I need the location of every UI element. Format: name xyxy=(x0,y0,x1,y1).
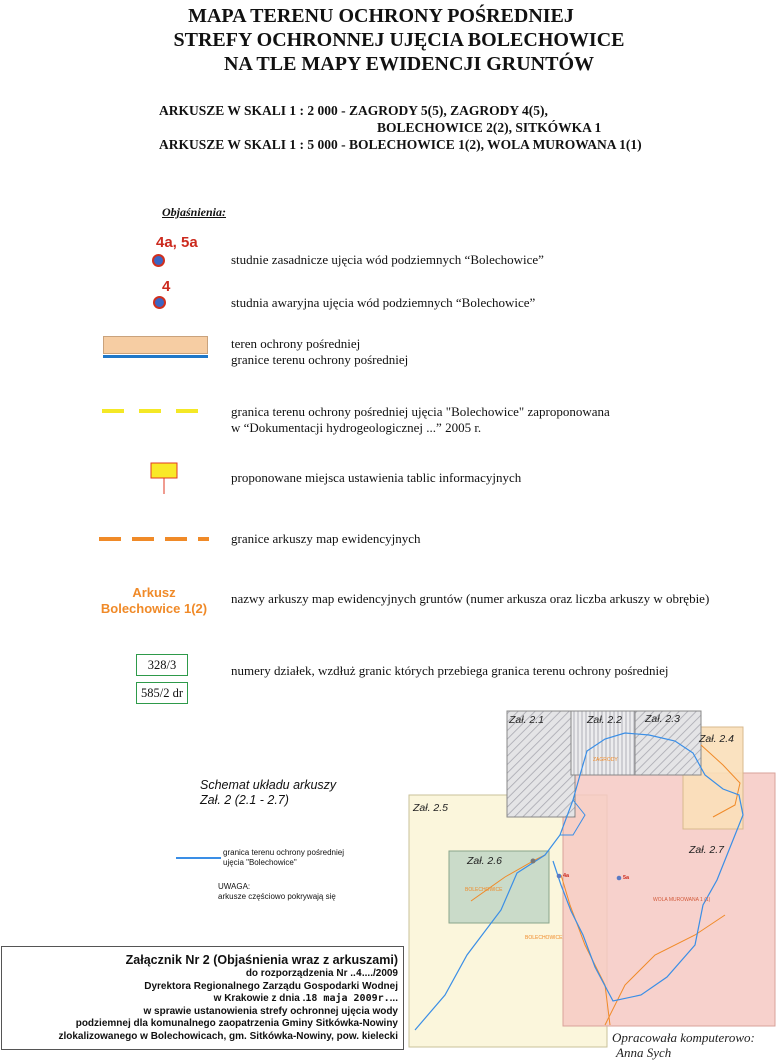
sheet-label-2-7: Zał. 2.7 xyxy=(689,844,725,856)
sheet-layout-schema xyxy=(405,705,778,1050)
schema-line-legend-1: granica terenu ochrony pośredniej xyxy=(223,848,344,857)
legend-parcel-numbers-text: numery działek, wzdłuż granic których przebiega granica terenu ochrony pośredniej xyxy=(231,663,669,678)
sheets-line-3: ARKUSZE W SKALI 1 : 5 000 - BOLECHOWICE 1(2), WOLA MUROWANA 1(1) xyxy=(159,137,642,152)
well-4a-point xyxy=(557,874,562,879)
attachment-line-5: podziemnej dla komunalnego zaopatrzenia Gminy Sitkówka-Nowiny xyxy=(75,1018,398,1030)
attachment-line-1-post: ..../2009 xyxy=(361,968,398,979)
schema-boundary-line-swatch xyxy=(176,857,221,859)
attachment-line-1-pre: do rozporządzenia Nr .. xyxy=(245,968,356,979)
schema-line-legend-2: ujęcia "Bolechowice" xyxy=(223,858,297,867)
legend-main-wells-text: studnie zasadnicze ujęcia wód podziemnych “Bolechowice” xyxy=(231,252,544,267)
protection-boundary-line-swatch xyxy=(103,355,208,358)
attachment-title: Załącznik Nr 2 (Objaśnienia wraz z arkuszami) xyxy=(125,953,398,967)
sheet-zal-2-1 xyxy=(507,711,575,817)
faint-sheet-name-zagrody: ZAGRODY xyxy=(593,757,618,763)
parcel-number-example-2: 585/2 dr xyxy=(136,682,188,704)
schema-title-line-2: Zał. 2 (2.1 - 2.7) xyxy=(200,793,289,807)
author-credit xyxy=(612,1030,755,1060)
schema-note-2: arkusze częściowo pokrywają się xyxy=(218,892,336,901)
sheet-label-2-3: Zał. 2.3 xyxy=(645,713,681,725)
well-label-5a: 5a xyxy=(623,875,630,881)
schema-title-line-1: Schemat układu arkuszy xyxy=(200,778,337,792)
sheet-label-2-6: Zał. 2.6 xyxy=(467,855,503,867)
map-title-line-3: NA TLE MAPY EWIDENCJI GRUNTÓW xyxy=(223,53,595,75)
sheet-name-example-line-2: Bolechowice 1(2) xyxy=(100,601,208,616)
legend-protection-area-text: teren ochrony pośredniej xyxy=(231,336,361,351)
protection-area-swatch xyxy=(103,336,208,354)
legend-proposed-boundary-text-2: w “Dokumentacji hydrogeologicznej ...” 2005 r. xyxy=(231,420,482,435)
well-4-point xyxy=(531,859,536,864)
sheet-label-2-4: Zał. 2.4 xyxy=(699,733,735,745)
schema-title xyxy=(200,778,336,808)
schema-note-1: UWAGA: xyxy=(218,882,251,891)
faint-sheet-name-bolechowice-2: BOLECHOWICE xyxy=(465,887,503,893)
parcel-number-example-1: 328/3 xyxy=(136,654,188,676)
author-credit-line-2: Anna Sych xyxy=(616,1045,672,1060)
emergency-well-symbol xyxy=(153,296,166,309)
sheet-boundary-dashed-swatch xyxy=(97,534,211,544)
sheet-name-example-line-1: Arkusz xyxy=(132,585,176,600)
attachment-line-4: w sprawie ustanowienia strefy ochronnej ujęcia wody xyxy=(143,1005,398,1017)
schema-note xyxy=(218,882,336,902)
main-well-symbol xyxy=(152,254,165,267)
attachment-line-3-post: ... xyxy=(389,993,398,1005)
faint-sheet-name-bolechowice-1: BOLECHOWICE xyxy=(525,935,563,941)
well-5a-point xyxy=(617,876,622,881)
author-credit-line-1: Opracowała komputerowo: xyxy=(612,1030,755,1045)
attachment-line-6: zlokalizowanego w Bolechowicach, gm. Sitkówka-Nowiny, pow. kielecki xyxy=(58,1030,398,1042)
schema-line-legend xyxy=(223,848,344,868)
attachment-date-handwritten: 18 maja 2009r. xyxy=(305,993,390,1005)
sheets-line-1: ARKUSZE W SKALI 1 : 2 000 - ZAGRODY 5(5), ZAGRODY 4(5), xyxy=(159,103,548,118)
legend-emergency-well-text: studnia awaryjna ujęcia wód podziemnych “Bolechowice” xyxy=(231,295,536,310)
faint-sheet-name-wola-murowana: WOLA MUROWANA 1 (1) xyxy=(653,897,711,903)
map-title-line-1: MAPA TERENU OCHRONY POŚREDNIEJ xyxy=(188,5,574,27)
attachment-number-handwritten: 4 xyxy=(355,968,362,979)
main-wells-label: 4a, 5a xyxy=(156,234,198,251)
legend-sheet-name-text: nazwy arkuszy map ewidencyjnych gruntów (numer arkusza oraz liczba arkuszy w obrębie) xyxy=(231,591,710,606)
sheet-name-example xyxy=(88,585,220,617)
sheet-label-2-2: Zał. 2.2 xyxy=(587,714,623,726)
sheet-label-2-5: Zał. 2.5 xyxy=(413,802,449,814)
well-label-4a: 4a xyxy=(563,873,570,879)
legend-protection-boundary-text: granice terenu ochrony pośredniej xyxy=(231,352,409,367)
attachment-box xyxy=(1,946,404,1050)
info-board-icon xyxy=(150,462,180,496)
legend-heading: Objaśnienia: xyxy=(162,205,227,219)
sheet-label-2-1: Zał. 2.1 xyxy=(509,714,545,726)
proposed-boundary-dashed-swatch xyxy=(100,406,210,416)
attachment-line-2: Dyrektora Regionalnego Zarządu Gospodarki Wodnej xyxy=(144,980,398,992)
attachment-line-3-pre: w Krakowie z dnia . xyxy=(213,993,306,1005)
attachment-line-3 xyxy=(2,993,403,1006)
legend-sheet-boundary-text: granice arkuszy map ewidencyjnych xyxy=(231,531,421,546)
legend-info-board-text: proponowane miejsca ustawienia tablic informacyjnych xyxy=(231,470,522,485)
emergency-well-label: 4 xyxy=(162,278,171,295)
legend-proposed-boundary-text-1: granica terenu ochrony pośredniej ujęcia "Bolechowice" zaproponowana xyxy=(231,404,610,419)
map-title-line-2: STREFY OCHRONNEJ UJĘCIA BOLECHOWICE xyxy=(173,29,625,51)
attachment-line-1 xyxy=(2,968,403,981)
sheets-line-2: BOLECHOWICE 2(2), SITKÓWKA 1 xyxy=(377,120,602,135)
